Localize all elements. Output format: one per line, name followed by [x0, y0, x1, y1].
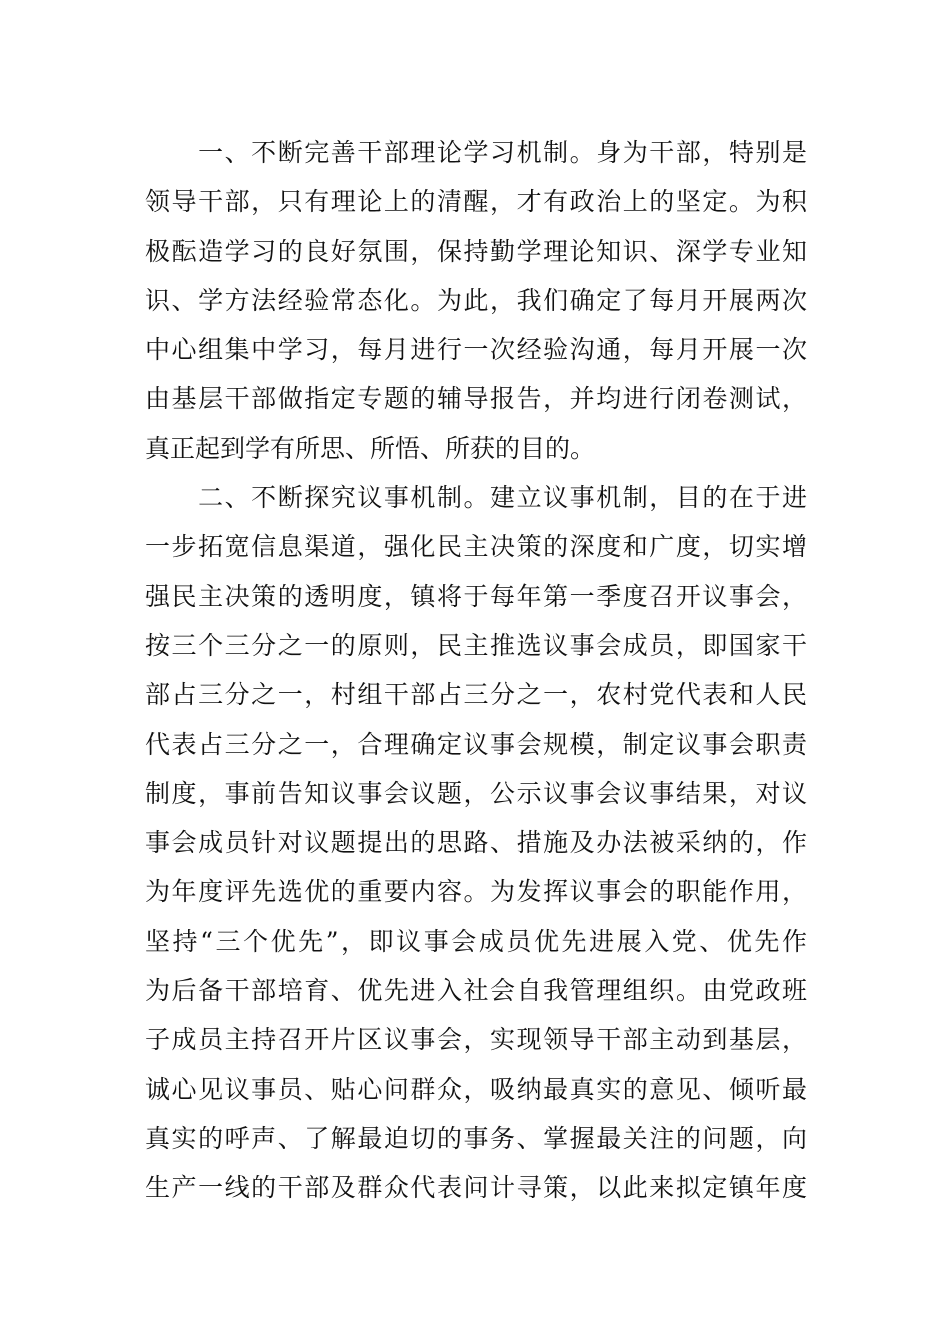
text-line: 为年度评先选优的重要内容。为发挥议事会的职能作用，: [145, 877, 807, 907]
text-line: 强民主决策的透明度，镇将于每年第一季度召开议事会，: [145, 581, 807, 611]
text-line: 极酝造学习的良好氛围，保持勤学理论知识、深学专业知: [145, 236, 807, 266]
text-line: 诚心见议事员、贴心问群众，吸纳最真实的意见、倾听最: [145, 1074, 807, 1104]
text-line: 为后备干部培育、优先进入社会自我管理组织。由党政班: [145, 976, 807, 1006]
document-body: [145, 128, 807, 1213]
text-line: 中心组集中学习，每月进行一次经验沟通，每月开展一次: [145, 335, 807, 365]
text-line: 一、不断完善干部理论学习机制。身为干部，特别是: [145, 138, 807, 167]
paragraph-2: [145, 473, 807, 1212]
text-line: 事会成员针对议题提出的思路、措施及办法被采纳的，作: [145, 828, 807, 858]
text-line: 子成员主持召开片区议事会，实现领导干部主动到基层，: [145, 1025, 807, 1055]
text-line: 制度，事前告知议事会议题，公示议事会议事结果，对议: [145, 778, 807, 808]
text-line: 识、学方法经验常态化。为此，我们确定了每月开展两次: [145, 285, 807, 315]
text-line: 真实的呼声、了解最迫切的事务、掌握最关注的问题，向: [145, 1123, 807, 1153]
text-line: 部占三分之一，村组干部占三分之一，农村党代表和人民: [145, 680, 807, 710]
text-line: 坚持“三个优先”，即议事会成员优先进展入党、优先作: [145, 926, 807, 956]
text-line: 真正起到学有所思、所悟、所获的目的。: [145, 433, 596, 463]
text-line: 二、不断探究议事机制。建立议事机制，目的在于进: [145, 483, 807, 513]
text-line: 按三个三分之一的原则，民主推选议事会成员，即国家干: [145, 630, 807, 660]
text-line: 代表占三分之一，合理确定议事会规模，制定议事会职责: [145, 729, 807, 759]
text-line: 生产一线的干部及群众代表问计寻策，以此来拟定镇年度: [145, 1173, 807, 1203]
text-line: 领导干部，只有理论上的清醒，才有政治上的坚定。为积: [145, 187, 807, 217]
text-line: 由基层干部做指定专题的辅导报告，并均进行闭卷测试，: [145, 384, 807, 414]
paragraph-1: [145, 128, 807, 473]
text-line: 一步拓宽信息渠道，强化民主决策的深度和广度，切实增: [145, 532, 807, 562]
